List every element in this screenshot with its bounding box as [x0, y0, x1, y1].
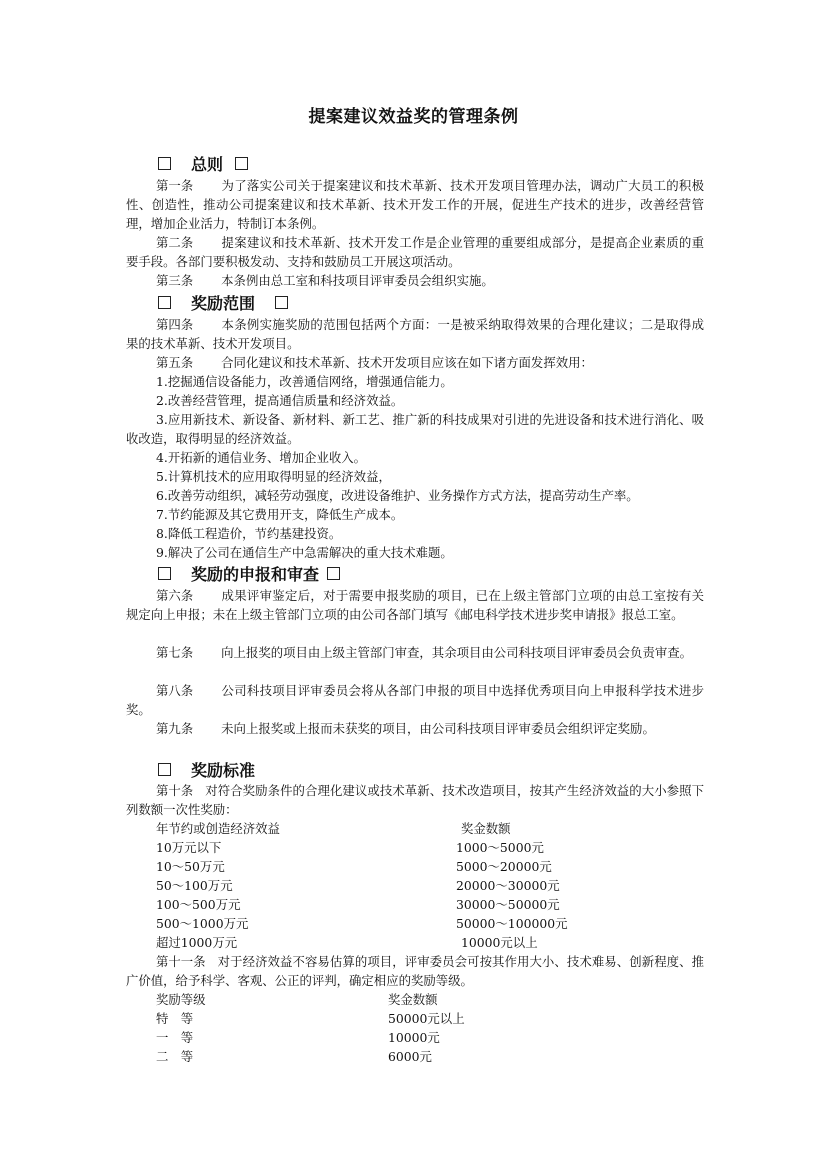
article-10 — [126, 781, 704, 819]
article-text: 为了落实公司关于提案建议和技术革新、技术开发项目管理办法，调动广大员工的积极性、创造性，推动公司提案建议和技术革新、技术开发工作的开展，促进生产技术的进步，改善经营管理，增加企业活力，特制订本条例。 — [126, 178, 704, 231]
article-label: 第九条 — [156, 721, 194, 736]
article-2 — [126, 233, 704, 271]
article-label: 第八条 — [156, 683, 194, 698]
checkbox-square-icon — [275, 296, 288, 309]
section-heading-standard — [158, 758, 255, 780]
article-11 — [126, 952, 704, 990]
table-cell: 1000～5000元 — [456, 840, 544, 855]
table-cell: 50～100万元 — [156, 878, 233, 893]
table-cell: 50000元以上 — [388, 1011, 465, 1026]
article-1 — [126, 176, 704, 233]
table-cell: 一 等 — [156, 1030, 194, 1045]
table-cell: 特 等 — [156, 1011, 194, 1026]
article-label: 第十条 — [156, 783, 194, 798]
article-label: 第一条 — [156, 178, 194, 193]
section-heading-scope — [158, 291, 288, 313]
table-row — [156, 914, 716, 933]
document-title: 提案建议效益奖的管理条例 — [308, 107, 519, 127]
table-cell: 20000～30000元 — [456, 878, 560, 893]
article-text: 成果评审鉴定后，对于需要申报奖励的项目，已在上级主管部门立项的由总工室按有关规定向上申报；未在上级主管部门立项的由公司各部门填写《邮电科学技术进步奖申请报》报总工室。 — [126, 588, 704, 622]
article-8 — [126, 681, 704, 719]
list-item: 9.解决了公司在通信生产中急需解决的重大技术难题。 — [156, 545, 453, 560]
table-cell: 10～50万元 — [156, 859, 225, 874]
article-label: 第十一条 — [156, 954, 206, 969]
list-item: 5.计算机技术的应用取得明显的经济效益， — [156, 469, 391, 484]
checkbox-square-icon — [235, 157, 248, 170]
list-item: 8.降低工程造价，节约基建投资。 — [156, 526, 342, 541]
section-heading-application — [158, 562, 340, 584]
article-5 — [126, 353, 704, 372]
article-text: 对于经济效益不容易估算的项目，评审委员会可按其作用大小、技术难易、创新程度、推广价值，给予科学、客观、公正的评判，确定相应的奖励等级。 — [126, 954, 704, 988]
checkbox-square-icon — [158, 296, 171, 309]
section-heading-text: 总则 — [191, 154, 224, 174]
article-label: 第六条 — [156, 588, 194, 603]
article-text: 提案建议和技术革新、技术开发工作是企业管理的重要组成部分，是提高企业素质的重要手段。各部门要积极发动、支持和鼓励员工开展这项活动。 — [126, 235, 704, 269]
article-text: 本条例实施奖励的范围包括两个方面：一是被采纳取得效果的合理化建议；二是取得成果的技术革新、技术开发项目。 — [126, 317, 704, 351]
table-cell: 10万元以下 — [156, 840, 222, 855]
table-row — [156, 933, 716, 952]
table-cell: 6000元 — [388, 1049, 432, 1064]
article-7 — [126, 643, 704, 662]
table-cell: 超过1000万元 — [156, 935, 238, 950]
list-item: 1.挖掘通信设备能力，改善通信网络，增强通信能力。 — [156, 374, 453, 389]
table-cell: 10000元以上 — [461, 935, 538, 950]
checkbox-square-icon — [158, 763, 171, 776]
section-heading-text: 奖励范围 — [191, 293, 256, 313]
article-text: 未向上报奖或上报而未获奖的项目，由公司科技项目评审委员会组织评定奖励。 — [221, 721, 655, 736]
checkbox-square-icon — [158, 157, 171, 170]
article-label: 第二条 — [156, 235, 194, 250]
list-item: 3.应用新技术、新设备、新材料、新工艺、推广新的科技成果对引进的先进设备和技术进行消化、吸收改造，取得明显的经济效益。 — [126, 412, 704, 446]
article-label: 第四条 — [156, 317, 194, 332]
table-header-cell: 年节约或创造经济效益 — [156, 821, 280, 836]
article-label: 第三条 — [156, 273, 194, 288]
article-text: 公司科技项目评审委员会将从各部门申报的项目中选择优秀项目向上申报科学技术进步奖。 — [126, 683, 704, 717]
list-item: 2.改善经营管理，提高通信质量和经济效益。 — [156, 393, 404, 408]
table-cell: 30000～50000元 — [456, 897, 560, 912]
table-cell: 二 等 — [156, 1049, 194, 1064]
article-9 — [126, 719, 704, 738]
article-label: 第五条 — [156, 355, 194, 370]
table-row — [156, 895, 716, 914]
table-cell: 5000～20000元 — [456, 859, 552, 874]
article-6 — [126, 586, 704, 624]
table-row — [156, 1047, 716, 1066]
article-text: 向上报奖的项目由上级主管部门审查，其余项目由公司科技项目评审委员会负责审查。 — [221, 645, 693, 660]
article-4 — [126, 315, 704, 353]
table-row — [156, 838, 716, 857]
table-row — [156, 1009, 716, 1028]
section-heading-text: 奖励标准 — [191, 760, 256, 780]
table-row — [156, 876, 716, 895]
table-cell: 10000元 — [388, 1030, 440, 1045]
article-text: 合同化建议和技术革新、技术开发项目应该在如下诸方面发挥效用： — [221, 355, 593, 370]
table-cell: 50000～100000元 — [456, 916, 568, 931]
table-row — [156, 1028, 716, 1047]
article-text: 对符合奖励条件的合理化建议或技术革新、技术改造项目，按其产生经济效益的大小参照下列数额一次性奖励： — [126, 783, 704, 817]
table-header-cell: 奖金数额 — [388, 992, 438, 1007]
list-item: 7.节约能源及其它费用开支，降低生产成本。 — [156, 507, 404, 522]
article-3 — [126, 271, 704, 290]
table-header-cell: 奖励等级 — [156, 992, 206, 1007]
table-cell: 100～500万元 — [156, 897, 241, 912]
table-header — [156, 819, 716, 838]
section-heading-general — [158, 152, 248, 174]
list-item: 6.改善劳动组织，减轻劳动强度，改进设备维护、业务操作方式方法，提高劳动生产率。 — [156, 488, 639, 503]
article-text: 本条例由总工室和科技项目评审委员会组织实施。 — [221, 273, 494, 288]
table-cell: 500～1000万元 — [156, 916, 249, 931]
table-row — [156, 857, 716, 876]
section-heading-text: 奖励的申报和审查 — [191, 564, 320, 584]
checkbox-square-icon — [158, 567, 171, 580]
list-item: 4.开拓新的通信业务、增加企业收入。 — [156, 450, 367, 465]
table-header — [156, 990, 716, 1009]
table-header-cell: 奖金数额 — [461, 821, 511, 836]
article-label: 第七条 — [156, 645, 194, 660]
checkbox-square-icon — [327, 567, 340, 580]
